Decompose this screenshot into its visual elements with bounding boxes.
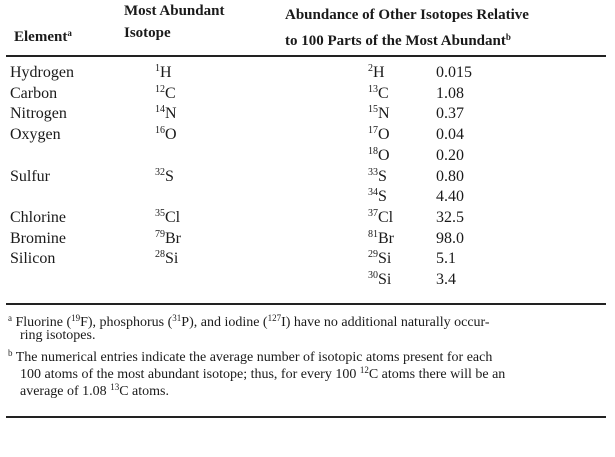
other-isotope — [368, 230, 394, 248]
other-isotope-symbol: S — [378, 188, 387, 206]
other-isotope-symbol: C — [378, 84, 389, 102]
other-isotope — [368, 105, 390, 123]
other-isotope-symbol: N — [378, 105, 390, 123]
footnote-bottom-rule — [6, 416, 606, 418]
other-isotope-mass-number: 2 — [368, 63, 373, 74]
other-isotope — [368, 147, 390, 165]
relative-abundance-value: 0.04 — [436, 126, 464, 144]
relative-abundance-value: 32.5 — [436, 208, 464, 226]
most-isotope-mass-number: 1 — [155, 63, 160, 74]
relative-abundance-value: 0.37 — [436, 105, 464, 123]
footnote-a-text-3: P), and iodine ( — [181, 315, 268, 330]
table-bottom-rule — [6, 303, 606, 305]
element-name: Silicon — [10, 250, 56, 268]
element-name: Carbon — [10, 84, 58, 102]
most-abundant-isotope — [155, 230, 181, 248]
other-isotope-symbol: Cl — [378, 208, 394, 226]
other-isotope-symbol: H — [373, 64, 385, 81]
most-isotope-mass-number: 32 — [155, 166, 165, 178]
other-isotope — [368, 271, 391, 289]
most-isotope-symbol: O — [165, 126, 177, 144]
other-isotope-mass-number: 33 — [368, 166, 378, 178]
header-element-footnote-mark: a — [67, 28, 72, 38]
footnote-a-mark: a — [8, 313, 12, 323]
most-isotope-mass-number: 79 — [155, 228, 165, 240]
header-most-abundant-line2: Isotope — [124, 25, 171, 41]
footnote-a-mass-2: 31 — [172, 313, 182, 323]
footnote-b-mark: b — [8, 348, 13, 358]
other-isotope-mass-number: 37 — [368, 207, 378, 219]
other-isotope — [368, 85, 389, 103]
other-isotope-mass-number: 29 — [368, 249, 378, 261]
other-isotope-symbol: Si — [378, 250, 392, 268]
footnote-b-line2-text-a: 100 atoms of the most abundant isotope; thus, for every 100 — [20, 367, 360, 382]
element-name: Oxygen — [10, 126, 61, 144]
element-name: Hydrogen — [10, 64, 74, 81]
other-isotope — [368, 168, 387, 186]
most-abundant-isotope — [155, 250, 178, 268]
most-isotope-mass-number: 14 — [155, 104, 165, 116]
most-isotope-symbol: Si — [165, 250, 179, 268]
footnote-b-line1: The numerical entries indicate the average number of isotopic atoms present for each — [15, 350, 493, 365]
header-other-footnote-mark: b — [505, 32, 511, 42]
other-isotope-symbol: Br — [378, 229, 394, 247]
other-isotope-mass-number: 18 — [368, 145, 378, 157]
most-isotope-symbol: H — [160, 64, 172, 81]
most-isotope-mass-number: 28 — [155, 249, 165, 261]
footnote-a-text-2: F), phosphorus ( — [80, 315, 173, 330]
other-isotope-mass-number: 30 — [368, 270, 378, 281]
header-other-isotopes-line2 — [285, 28, 511, 50]
element-name: Chlorine — [10, 208, 66, 226]
relative-abundance-value: 98.0 — [436, 229, 464, 247]
element-name: Sulfur — [10, 167, 50, 185]
most-abundant-isotope — [155, 85, 176, 103]
footnote-b-line3 — [20, 379, 169, 400]
most-abundant-isotope — [155, 105, 177, 123]
header-element — [14, 24, 72, 46]
most-isotope-symbol: S — [165, 167, 174, 185]
footnote-a-text-4: I) have no additional naturally occur- — [281, 315, 490, 330]
footnote-b-line2-mass: 12 — [359, 365, 369, 375]
other-isotope-symbol: S — [378, 167, 387, 185]
footnote-a-mass-1: 19 — [71, 313, 81, 323]
relative-abundance-value: 0.015 — [436, 64, 472, 81]
footnote-b-line3-mass: 13 — [110, 382, 120, 392]
footnote-b-line3-text-b: C atoms. — [119, 384, 169, 399]
most-isotope-mass-number: 16 — [155, 125, 165, 137]
footnote-a — [8, 310, 603, 331]
other-isotope — [368, 209, 393, 227]
element-name: Nitrogen — [10, 105, 67, 123]
other-isotope — [368, 250, 391, 268]
other-isotope-symbol: Si — [378, 271, 392, 288]
other-isotope — [368, 188, 387, 206]
footnote-b-line2-text-b: C atoms there will be an — [368, 367, 506, 382]
header-rule — [6, 55, 606, 57]
other-isotope-mass-number: 17 — [368, 125, 378, 137]
most-isotope-symbol: Br — [165, 229, 181, 247]
other-isotope — [368, 126, 390, 144]
most-isotope-mass-number: 35 — [155, 207, 165, 219]
relative-abundance-value: 5.1 — [436, 250, 456, 268]
footnote-a-text-1: Fluorine ( — [15, 315, 72, 330]
other-isotope-mass-number: 81 — [368, 228, 378, 240]
other-isotope — [368, 64, 385, 82]
header-element-label: Element — [14, 29, 68, 45]
most-isotope-symbol: C — [165, 84, 176, 102]
relative-abundance-value: 0.20 — [436, 146, 464, 164]
relative-abundance-value: 4.40 — [436, 188, 464, 206]
footnote-a-mass-3: 127 — [267, 313, 282, 323]
most-abundant-isotope — [155, 168, 174, 186]
other-isotope-symbol: O — [378, 126, 390, 144]
header-other-isotopes-line2-text: to 100 Parts of the Most Abundant — [285, 33, 506, 49]
element-name: Bromine — [10, 229, 66, 247]
most-isotope-symbol: N — [165, 105, 177, 123]
most-isotope-mass-number: 12 — [155, 83, 165, 95]
most-abundant-isotope — [155, 126, 177, 144]
relative-abundance-value: 1.08 — [436, 84, 464, 102]
header-other-isotopes-line1: Abundance of Other Isotopes Relative — [285, 7, 529, 23]
header-most-abundant-line1: Most Abundant — [124, 3, 225, 19]
most-abundant-isotope — [155, 64, 172, 82]
footnote-b-line3-text-a: average of 1.08 — [20, 384, 111, 399]
other-isotope-mass-number: 34 — [368, 187, 378, 199]
most-abundant-isotope — [155, 209, 180, 227]
relative-abundance-value: 0.80 — [436, 167, 464, 185]
other-isotope-mass-number: 13 — [368, 83, 378, 95]
other-isotope-mass-number: 15 — [368, 104, 378, 116]
most-isotope-symbol: Cl — [165, 208, 181, 226]
other-isotope-symbol: O — [378, 146, 390, 164]
relative-abundance-value: 3.4 — [436, 271, 456, 288]
footnote-a-line2: ring isotopes. — [20, 328, 96, 343]
